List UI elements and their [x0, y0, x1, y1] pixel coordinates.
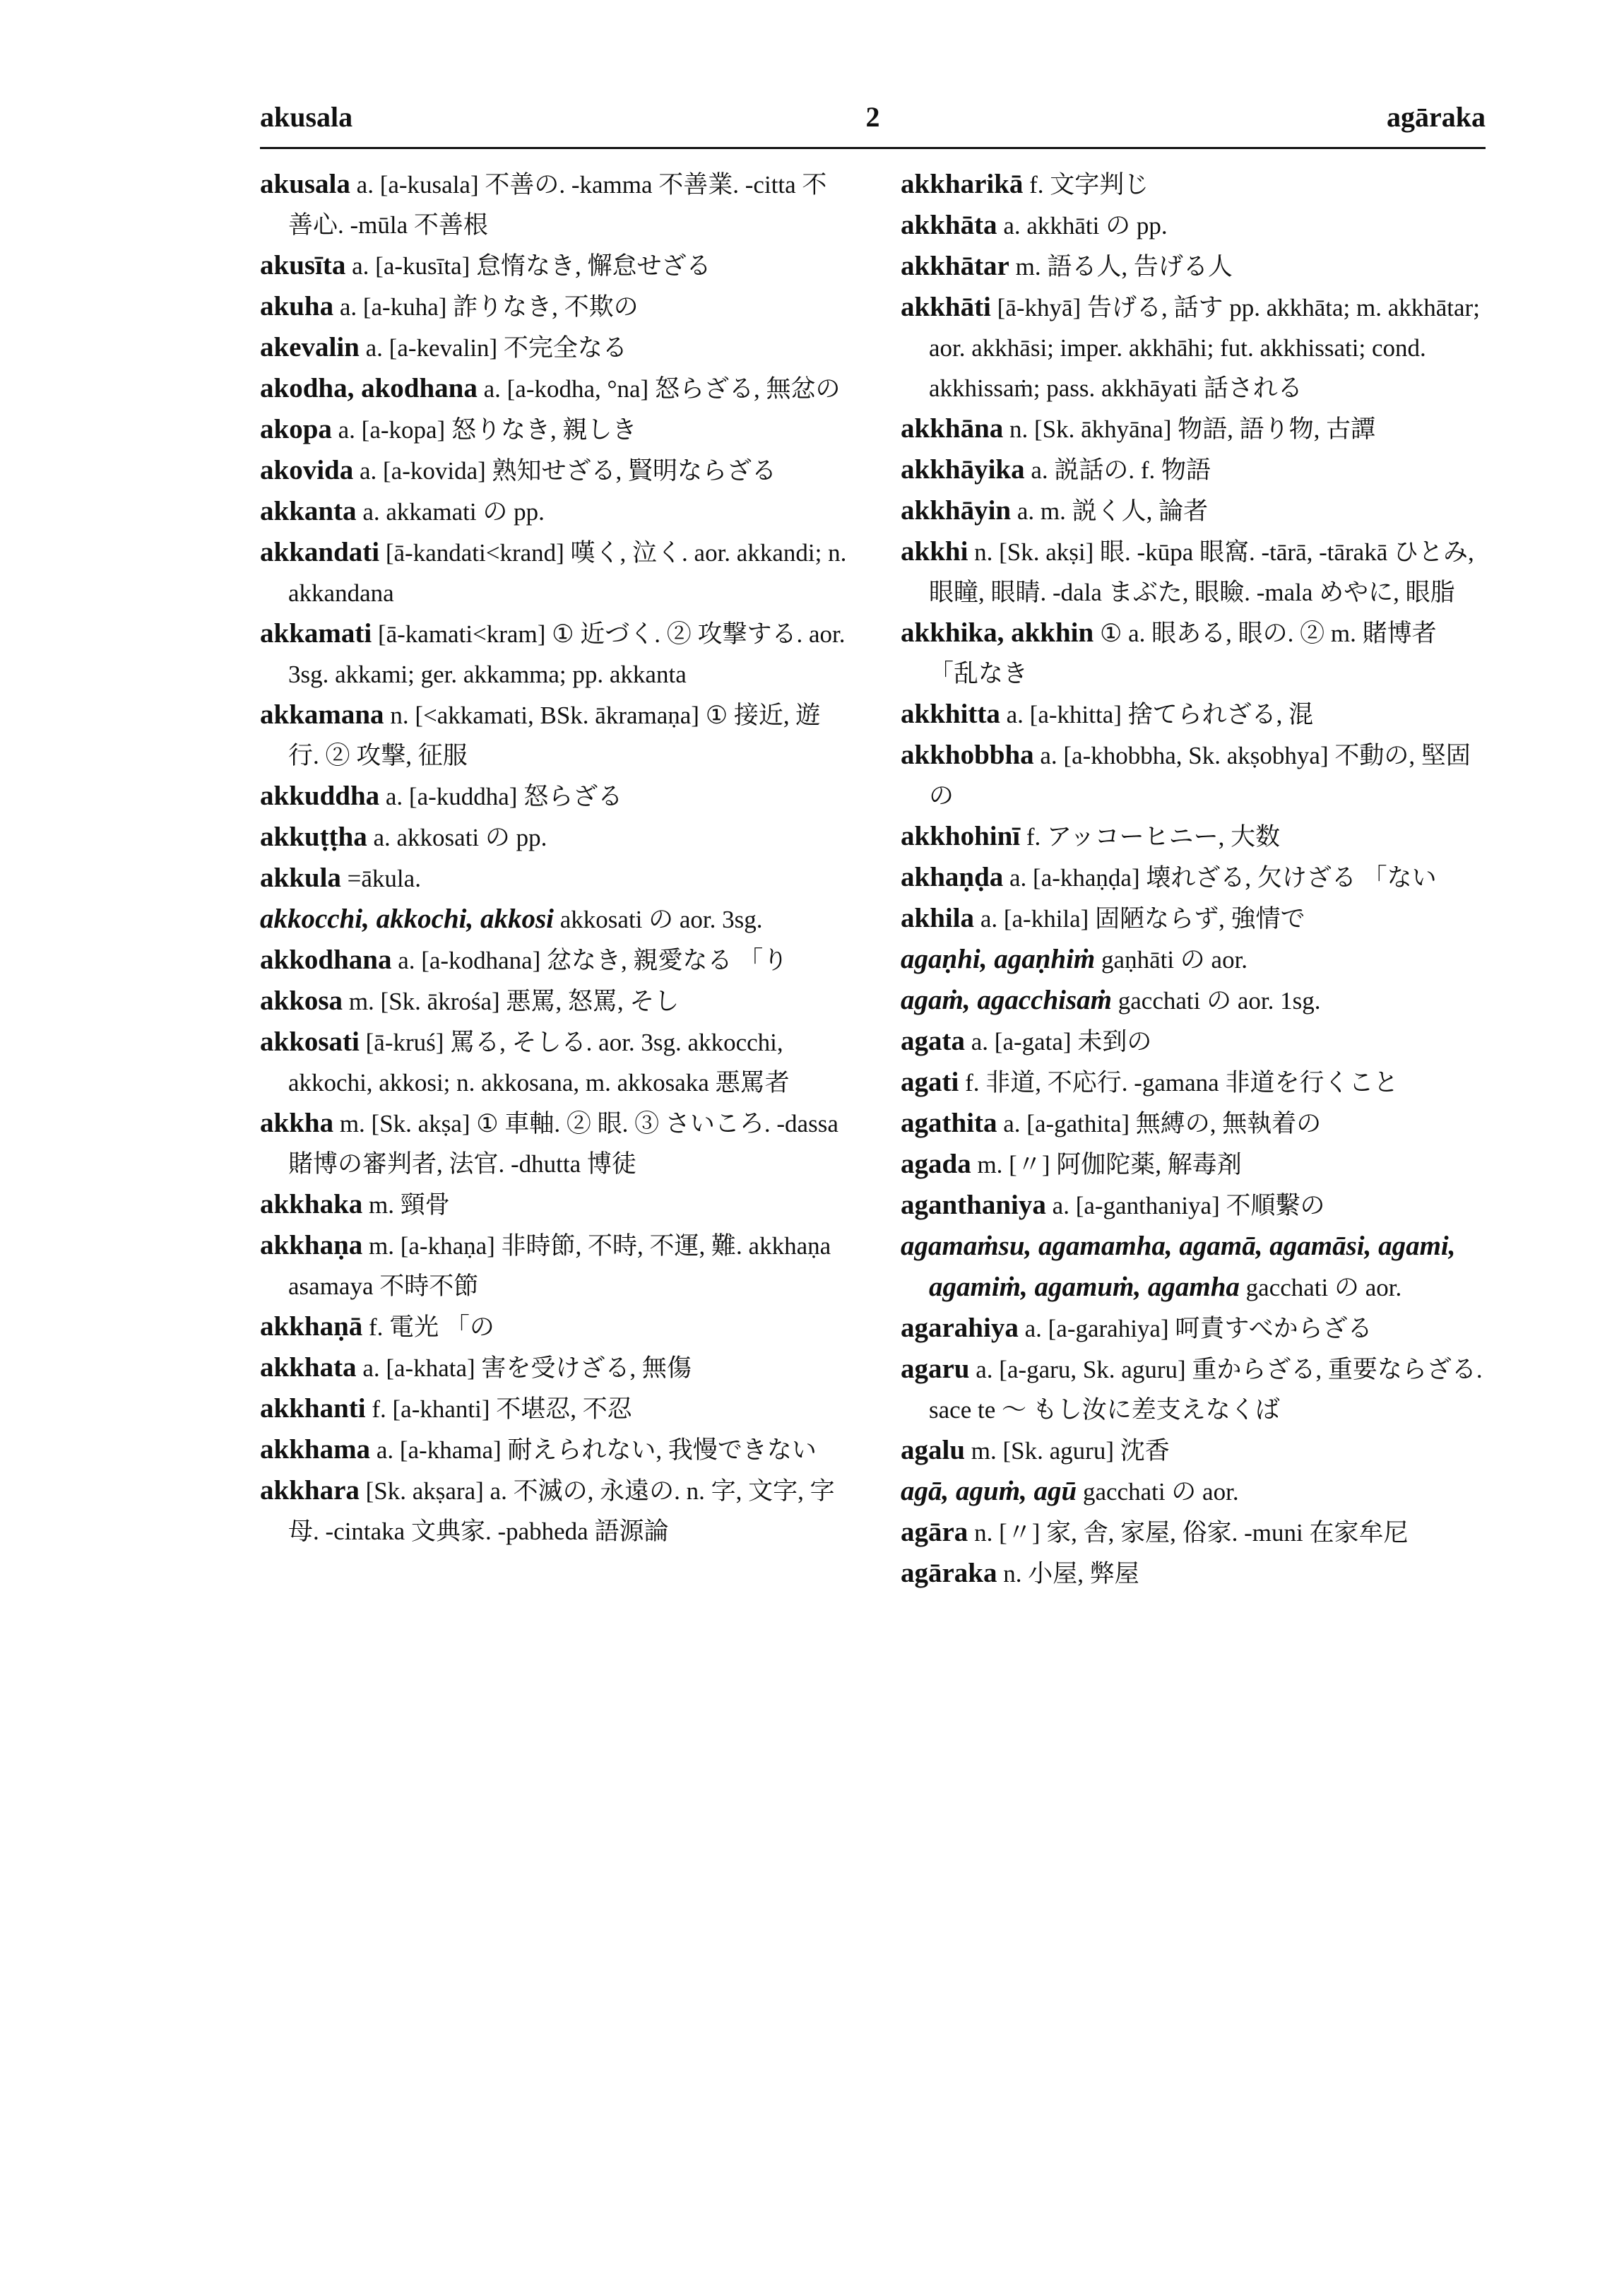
headword: akopa — [260, 414, 332, 444]
definition: akkosati の aor. 3sg. — [554, 906, 763, 933]
headword: akkharikā — [901, 169, 1024, 199]
dictionary-entry — [901, 816, 1487, 857]
dictionary-entry — [260, 1184, 849, 1225]
dictionary-entry — [901, 857, 1487, 898]
dictionary-entry — [260, 858, 849, 899]
page-header — [260, 97, 1486, 149]
dictionary-entry — [260, 532, 849, 613]
definition: m. [a-khaṇa] 非時節, 不時, 不運, 難. akkhaṇa asamaya 不時不節 — [288, 1232, 831, 1300]
headword: akkhika, akkhin — [901, 617, 1094, 648]
definition: m. 頸骨 — [362, 1191, 450, 1219]
definition: f. アッコーヒニー, 大数 — [1020, 823, 1281, 851]
headword: agati — [901, 1067, 959, 1097]
dictionary-entry — [901, 531, 1487, 613]
definition: a. [a-gata] 未到の — [965, 1028, 1152, 1056]
dictionary-entry — [260, 1103, 849, 1184]
dictionary-entry — [260, 776, 849, 817]
headword: akkuṭṭha — [260, 822, 367, 852]
dictionary-entry — [901, 1185, 1487, 1226]
definition: gacchati の aor. 1sg. — [1112, 987, 1321, 1015]
running-head-left: akusala — [260, 101, 353, 133]
headword: akkha — [260, 1108, 334, 1138]
definition: n. [Sk. akṣi] 眼. -kūpa 眼窩. -tārā, -tārakā ひとみ, 眼瞳, 眼睛. -dala まぶた, 眼瞼. -mala めやに, 眼脂 — [929, 538, 1474, 606]
definition: m. [Sk. aguru] 沈香 — [965, 1437, 1170, 1465]
headword: akkhata — [260, 1352, 357, 1383]
page-number: 2 — [865, 101, 880, 133]
definition: a. [a-garahiya] 呵責すべからざる — [1018, 1315, 1373, 1342]
headword: akusala — [260, 169, 350, 199]
headword: akkodhana — [260, 945, 392, 975]
headword: agaru — [901, 1354, 970, 1384]
definition: a. akkosati の pp. — [367, 824, 547, 851]
definition: a. [a-kodha, °na] 怒らざる, 無忿の — [477, 375, 841, 403]
dictionary-entry — [901, 287, 1487, 408]
dictionary-entry — [901, 408, 1487, 449]
definition: f. 電光 「の — [362, 1313, 494, 1341]
definition: a. akkamati の pp. — [356, 498, 545, 526]
headword: agaṁ, agacchisaṁ — [901, 985, 1112, 1015]
dictionary-entry — [260, 1429, 849, 1470]
dictionary-entry — [260, 899, 849, 940]
headword: akkhara — [260, 1475, 360, 1506]
definition: a. [a-kuha] 詐りなき, 不欺の — [333, 293, 639, 321]
dictionary-entry — [260, 368, 849, 409]
definition: a. [a-kodhana] 忿なき, 親愛なる 「り — [391, 947, 788, 974]
dictionary-entry — [260, 1022, 849, 1103]
dictionary-entry — [901, 1062, 1487, 1103]
definition: a. [a-khaṇḍa] 壊れざる, 欠けざる 「ない — [1003, 864, 1437, 892]
definition: [Sk. akṣara] a. 不滅の, 永遠の. n. 字, 文字, 字母. -cintaka 文典家. -pabheda 語源論 — [288, 1477, 835, 1545]
definition: [ā-kandati<krand] 嘆く, 泣く. aor. akkandi; n. akkandana — [288, 539, 847, 607]
definition: ① a. 眼ある, 眼の. ② m. 賭博者 「乱なき — [929, 620, 1437, 687]
dictionary-entry — [260, 164, 849, 245]
dictionary-entry — [901, 1512, 1487, 1553]
dictionary-entry — [260, 286, 849, 327]
headword: akkhanti — [260, 1393, 366, 1424]
dictionary-entry — [901, 205, 1487, 246]
dictionary-entry — [901, 939, 1487, 980]
headword: akkhātar — [901, 251, 1009, 281]
headword: akkocchi, akkochi, akkosi — [260, 904, 554, 934]
definition: n. 小屋, 弊屋 — [997, 1560, 1139, 1588]
headword: agamaṁsu, agamamha, agamā, agamāsi, agami, agamiṁ, agamuṁ, agamha — [901, 1231, 1456, 1302]
definition: gacchati の aor. — [1077, 1478, 1239, 1506]
dictionary-entry — [260, 409, 849, 450]
headword: agathita — [901, 1108, 997, 1138]
headword: akkuddha — [260, 781, 380, 811]
definition: f. 文字判じ — [1023, 171, 1149, 199]
definition: n. [<akkamati, BSk. ākramaṇa] ① 接近, 遊行. ② 攻撃, 征服 — [288, 702, 821, 769]
definition: a. 説話の. f. 物語 — [1024, 456, 1211, 484]
headword: agata — [901, 1026, 965, 1056]
headword: akkhaka — [260, 1189, 363, 1219]
headword: akkosa — [260, 986, 343, 1016]
dictionary-entry — [901, 1103, 1487, 1144]
headword: akkamana — [260, 699, 384, 730]
headword: akhaṇḍa — [901, 862, 1004, 892]
dictionary-entry — [901, 694, 1487, 735]
headword: akkhaṇā — [260, 1311, 363, 1342]
definition: a. [a-kusīta] 怠惰なき, 懈怠せざる — [345, 252, 711, 280]
headword: akkhāta — [901, 210, 997, 240]
headword: akusīta — [260, 250, 346, 280]
headword: akkhaṇa — [260, 1230, 363, 1260]
headword: akkhāyika — [901, 454, 1025, 485]
definition: a. [a-kevalin] 不完全なる — [359, 334, 627, 362]
running-head-right: agāraka — [1387, 101, 1486, 133]
dictionary-entry — [260, 491, 849, 532]
dictionary-entry — [260, 1306, 849, 1347]
dictionary-entry — [901, 980, 1487, 1021]
headword: aganthaniya — [901, 1190, 1046, 1220]
headword: akkhobbha — [901, 740, 1034, 770]
headword: akkhāna — [901, 413, 1004, 444]
dictionary-entry — [260, 1470, 849, 1551]
headword: akodha, akodhana — [260, 373, 478, 403]
headword: agaṇhi, agaṇhiṁ — [901, 944, 1096, 974]
definition: a. [a-kovida] 熟知せざる, 賢明ならざる — [353, 457, 777, 485]
headword: akkhāyin — [901, 495, 1012, 526]
definition: gacchati の aor. — [1239, 1274, 1402, 1301]
definition: gaṇhāti の aor. — [1095, 946, 1248, 974]
definition: [ā-kruś] 罵る, そしる. aor. 3sg. akkocchi, akkochi, akkosi; n. akkosana, m. akkosaka 悪罵者 — [288, 1029, 790, 1096]
dictionary-entry — [260, 1388, 849, 1429]
definition: a. [a-kusala] 不善の. -kamma 不善業. -citta 不善心. -mūla 不善根 — [288, 171, 827, 239]
dictionary-entry — [260, 1225, 849, 1306]
dictionary-entry — [901, 1226, 1487, 1308]
definition: n. [〃] 家, 舎, 家屋, 俗家. -muni 在家牟尼 — [968, 1519, 1409, 1547]
definition: a. [a-khata] 害を受けざる, 無傷 — [356, 1354, 692, 1382]
dictionary-entry — [260, 1347, 849, 1388]
definition: a. m. 説く人, 論者 — [1011, 497, 1209, 525]
headword: akkanta — [260, 496, 357, 526]
headword: agā, aguṁ, agū — [901, 1476, 1077, 1506]
definition: a. [a-kopa] 怒りなき, 親しき — [331, 416, 637, 444]
definition: =ākula. — [340, 865, 421, 892]
headword: agāraka — [901, 1558, 997, 1588]
headword: akkandati — [260, 537, 380, 567]
definition: a. [a-ganthaniya] 不順繫の — [1045, 1192, 1325, 1219]
definition: m. [〃] 阿伽陀薬, 解毒剤 — [971, 1151, 1242, 1178]
left-column — [260, 164, 849, 1551]
headword: akkula — [260, 863, 341, 893]
definition: f. 非道, 不応行. -gamana 非道を行くこと — [959, 1069, 1399, 1096]
dictionary-entry — [901, 1349, 1487, 1430]
dictionary-entry — [901, 164, 1487, 205]
definition: a. akkhāti の pp. — [997, 212, 1168, 240]
dictionary-entry — [901, 613, 1487, 694]
definition: a. [a-khila] 固陋ならず, 強情で — [974, 905, 1305, 933]
right-column — [901, 164, 1487, 1594]
headword: agada — [901, 1149, 971, 1179]
headword: akkosati — [260, 1027, 360, 1057]
dictionary-entry — [260, 981, 849, 1022]
dictionary-entry — [901, 490, 1487, 531]
headword: akuha — [260, 291, 334, 321]
dictionary-entry — [901, 449, 1487, 490]
dictionary-entry — [260, 327, 849, 368]
headword: akkhohinī — [901, 821, 1021, 851]
definition: a. [a-khobbha, Sk. akṣobhya] 不動の, 堅固の — [929, 742, 1471, 810]
dictionary-entry — [901, 1471, 1487, 1512]
definition: a. [a-khitta] 捨てられざる, 混 — [1000, 701, 1314, 728]
definition: n. [Sk. ākhyāna] 物語, 語り物, 古譚 — [1003, 415, 1376, 443]
dictionary-entry — [901, 1021, 1487, 1062]
definition: [ā-khyā] 告げる, 話す pp. akkhāta; m. akkhātar; aor. akkhāsi; imper. akkhāhi; fut. akkhissati; cond. akkhissaṁ; pass. akkhāyati 話される — [929, 294, 1480, 402]
definition: m. [Sk. akṣa] ① 車軸. ② 眼. ③ さいころ. -dassa 賭博の審判者, 法官. -dhutta 博徒 — [288, 1110, 838, 1178]
dictionary-entry — [901, 246, 1487, 287]
definition: m. 語る人, 告げる人 — [1009, 253, 1233, 280]
headword: akkhama — [260, 1434, 371, 1465]
definition: a. [a-garu, Sk. aguru] 重からざる, 重要ならざる. sace te ～ もし汝に差支えなくば — [929, 1356, 1483, 1424]
headword: akkamati — [260, 618, 372, 649]
dictionary-entry — [901, 735, 1487, 816]
dictionary-entry — [260, 613, 849, 694]
headword: akovida — [260, 455, 354, 485]
headword: agāra — [901, 1517, 968, 1547]
headword: akkhāti — [901, 292, 991, 322]
dictionary-entry — [901, 1553, 1487, 1594]
definition: a. [a-khama] 耐えられない, 我慢できない — [370, 1436, 817, 1464]
dictionary-entry — [260, 817, 849, 858]
dictionary-entry — [260, 245, 849, 286]
dictionary-entry — [901, 1308, 1487, 1349]
definition: [ā-kamati<kram] ① 近づく. ② 攻撃する. aor. 3sg. akkami; ger. akkamma; pp. akkanta — [288, 620, 846, 688]
headword: akevalin — [260, 332, 360, 362]
definition: f. [a-khanti] 不堪忍, 不忍 — [365, 1395, 632, 1423]
dictionary-entry — [901, 1430, 1487, 1471]
definition: a. [a-kuddha] 怒らざる — [379, 783, 623, 810]
dictionary-entry — [260, 694, 849, 776]
definition: m. [Sk. ākrośa] 悪罵, 怒罵, そし — [343, 988, 680, 1015]
headword: akkhitta — [901, 699, 1000, 729]
dictionary-entry — [901, 898, 1487, 939]
headword: akhila — [901, 903, 975, 933]
headword: agalu — [901, 1435, 966, 1465]
dictionary-entry — [260, 940, 849, 981]
headword: agarahiya — [901, 1313, 1019, 1343]
definition: a. [a-gathita] 無縛の, 無執着の — [997, 1110, 1322, 1137]
dictionary-entry — [901, 1144, 1487, 1185]
dictionary-entry — [260, 450, 849, 491]
headword: akkhi — [901, 536, 968, 567]
